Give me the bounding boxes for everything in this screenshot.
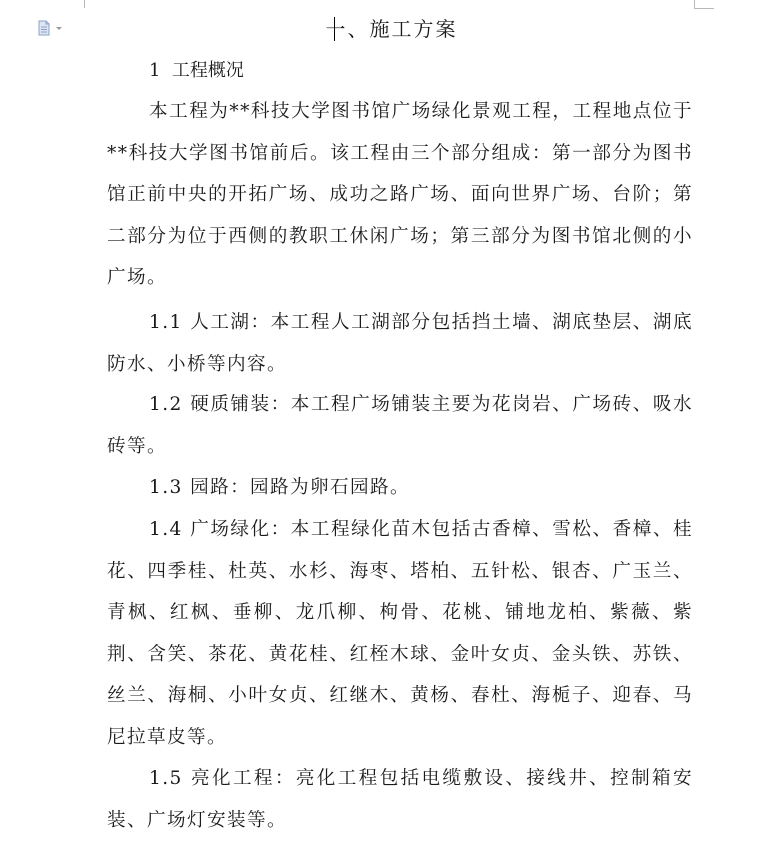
section-title: 1 工程概况 bbox=[149, 60, 244, 81]
paragraph-artificial-lake: 1.1 人工湖：本工程人工湖部分包括挡土墙、湖底垫层、湖底防水、小桥等内容。 bbox=[107, 312, 693, 375]
page-corner-mark-right bbox=[694, 0, 695, 8]
paragraph-plaza-greening: 1.4 广场绿化：本工程绿化苗木包括古香樟、雪松、香樟、桂花、四季桂、杜英、水杉、海枣、塔柏、五针松、银杏、广玉兰、青枫、红枫、垂柳、龙爪柳、枸骨、花桃、铺地龙柏、紫薇、紫荆、含笑、茶花、黄花桂、红桎木球、金叶女贞、金头铁、苏铁、丝兰、海桐、小叶女贞、红继木、黄杨、春杜、海栀子、迎春、马尼拉草皮等。 bbox=[107, 519, 693, 748]
paragraph-garden-path: 1.3 园路：园路为卵石园路。 bbox=[149, 477, 411, 498]
page-corner-mark-left bbox=[84, 0, 85, 8]
page-corner-mark-right-h bbox=[694, 8, 714, 9]
document-heading: 一、施工方案 bbox=[325, 17, 458, 41]
paragraph-hard-paving: 1.2 硬质铺装：本工程广场铺装主要为花岗岩、广场砖、吸水砖等。 bbox=[107, 394, 693, 457]
paragraph-overview: 本工程为**科技大学图书馆广场绿化景观工程，工程地点位于**科技大学图书馆前后。该工程由三个部分组成：第一部分为图书馆正前中央的开拓广场、成功之路广场、面向世界广场、台阶；第二部分为位于西侧的教职工休闲广场；第三部分为图书馆北侧的小广场。 bbox=[107, 101, 693, 288]
paragraph-lighting: 1.5 亮化工程：亮化工程包括电缆敷设、接线井、控制箱安装、广场灯安装等。 bbox=[107, 768, 693, 831]
